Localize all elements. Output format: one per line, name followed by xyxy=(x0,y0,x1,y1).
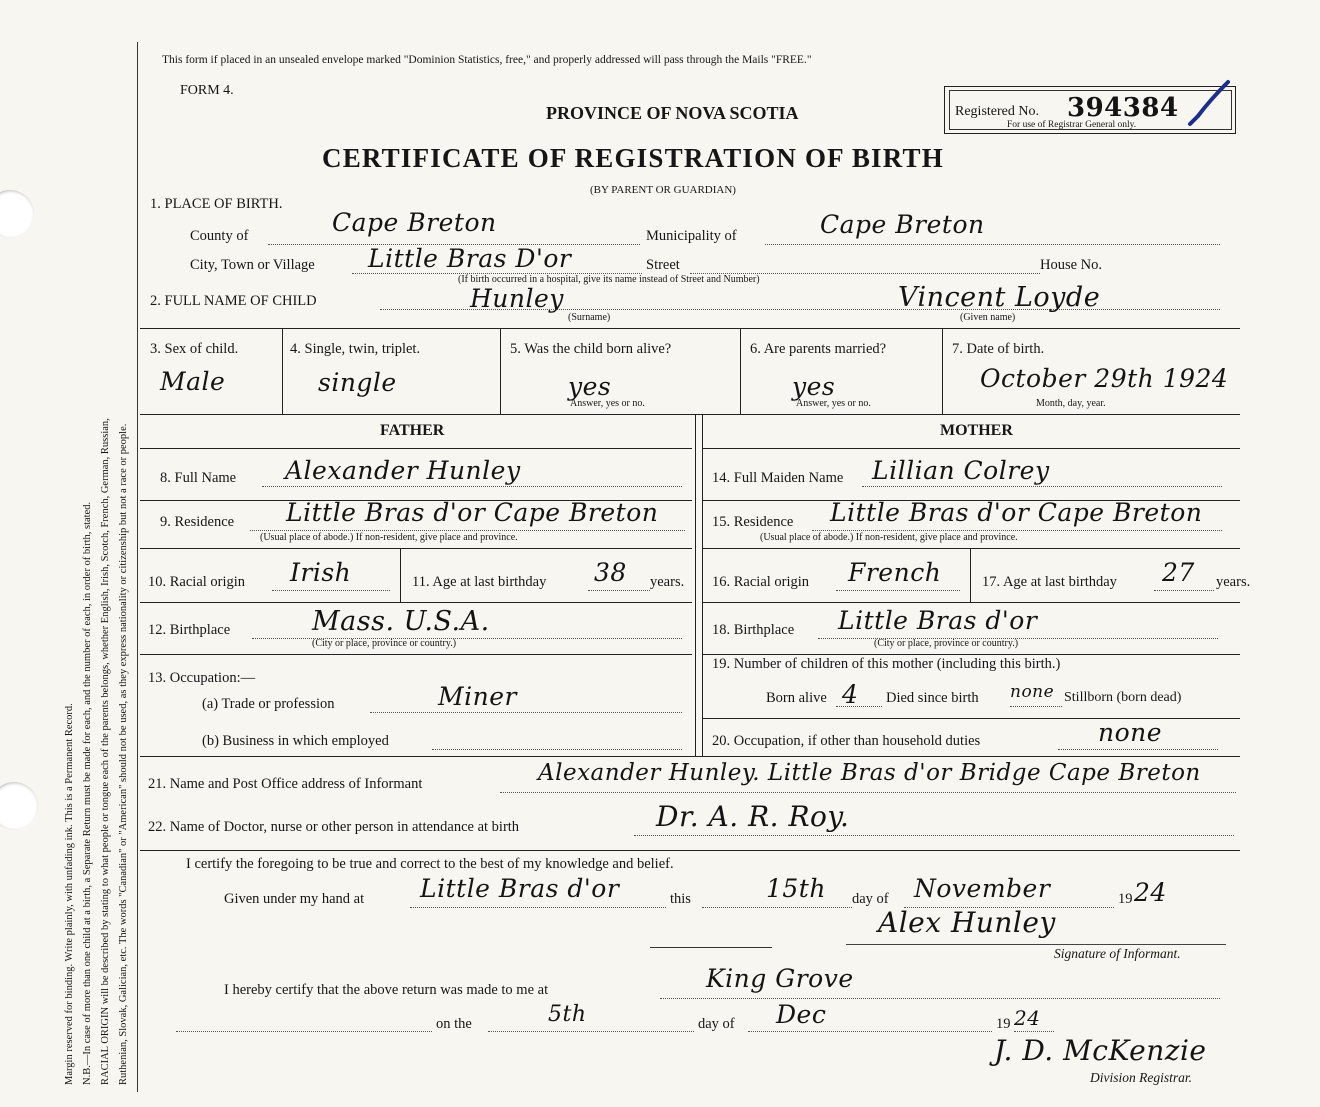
municipality-value: Cape Breton xyxy=(820,210,985,239)
given-place-value: Little Bras d'or xyxy=(420,874,620,903)
house-no-label: House No. xyxy=(1040,257,1103,273)
form-number: FORM 4. xyxy=(180,83,234,98)
father-birthplace-caption: (City or place, province or country.) xyxy=(312,638,457,649)
child-given-name-value: Vincent Loyde xyxy=(898,282,1101,313)
hospital-note: (If birth occurred in a hospital, give its name instead of Street and Number) xyxy=(458,274,760,285)
surname-caption: (Surname) xyxy=(568,312,611,323)
born-alive-count-label: Born alive xyxy=(766,690,827,706)
check-mark-icon xyxy=(1180,76,1240,136)
county-value: Cape Breton xyxy=(332,208,497,237)
doctor-value: Dr. A. R. Roy. xyxy=(656,800,850,833)
mother-age-value: 27 xyxy=(1162,558,1195,587)
municipality-label: Municipality of xyxy=(646,228,737,244)
province-heading: PROVINCE OF NOVA SCOTIA xyxy=(546,103,799,123)
child-surname-value: Hunley xyxy=(470,284,564,313)
father-heading: FATHER xyxy=(380,422,445,439)
given-year-prefix: 19 xyxy=(1118,891,1133,907)
margin-note-binding: Margin reserved for binding. Write plainly, with unfading ink. This is a Permanent Record. xyxy=(64,703,75,1085)
father-birthplace-label: 12. Birthplace xyxy=(148,622,231,638)
mother-name-value: Lillian Colrey xyxy=(872,456,1050,485)
given-name-caption: (Given name) xyxy=(960,312,1016,323)
county-label: County of xyxy=(190,228,249,244)
trade-label: (a) Trade or profession xyxy=(202,696,335,712)
father-residence-value: Little Bras d'or Cape Breton xyxy=(286,498,659,527)
registration-year-prefix: 19 xyxy=(996,1016,1011,1032)
registered-label: Registered No. xyxy=(955,104,1039,119)
father-age-label: 11. Age at last birthday xyxy=(412,574,547,590)
died-since-birth-label: Died since birth xyxy=(886,690,979,706)
plurality-label: 4. Single, twin, triplet. xyxy=(290,341,421,357)
given-month-value: November xyxy=(914,874,1051,903)
day-of-label: day of xyxy=(852,891,889,907)
registrar-signature-caption: Division Registrar. xyxy=(1090,1070,1193,1085)
married-label: 6. Are parents married? xyxy=(750,341,887,357)
registration-month-value: Dec xyxy=(776,1000,827,1029)
father-residence-label: 9. Residence xyxy=(160,514,235,530)
father-birthplace-value: Mass. U.S.A. xyxy=(312,606,490,637)
mother-name-label: 14. Full Maiden Name xyxy=(712,470,844,486)
informant-signature-caption: Signature of Informant. xyxy=(1054,946,1181,961)
given-day-value: 15th xyxy=(766,874,826,903)
married-value: yes xyxy=(792,372,836,401)
mother-heading: MOTHER xyxy=(940,422,1013,439)
mother-birthplace-caption: (City or place, province or country.) xyxy=(874,638,1019,649)
certificate-title: CERTIFICATE OF REGISTRATION OF BIRTH xyxy=(322,143,944,173)
on-the-label: on the xyxy=(436,1016,472,1032)
city-value: Little Bras D'or xyxy=(368,244,572,273)
mother-residence-caption: (Usual place of abode.) If non-resident, give place and province. xyxy=(760,532,1018,543)
business-label: (b) Business in which employed xyxy=(202,733,389,749)
binding-rule xyxy=(137,42,138,1092)
registration-day-of-label: day of xyxy=(698,1016,735,1032)
margin-note-racial-origin-cont: Ruthenian, Slovak, Galician, etc. The words "Canadian" or "American" should not be used, as they express nationality or citizenship but not a race or people. xyxy=(118,423,129,1085)
registrar-statement: I hereby certify that the above return was made to me at xyxy=(224,982,549,998)
child-name-label: 2. FULL NAME OF CHILD xyxy=(150,293,317,309)
certification-statement: I certify the foregoing to be true and correct to the best of my knowledge and belief. xyxy=(186,856,674,872)
mother-residence-value: Little Bras d'or Cape Breton xyxy=(830,498,1203,527)
registered-number: 394384 xyxy=(1067,93,1179,123)
registration-day-value: 5th xyxy=(548,1002,587,1027)
informant-signature: Alex Hunley xyxy=(878,906,1056,939)
mother-birthplace-value: Little Bras d'or xyxy=(838,606,1038,635)
born-alive-caption: Answer, yes or no. xyxy=(570,398,645,409)
father-name-label: 8. Full Name xyxy=(160,470,237,486)
mother-age-unit: years. xyxy=(1216,574,1251,590)
mother-residence-label: 15. Residence xyxy=(712,514,794,530)
place-of-birth-label: 1. PLACE OF BIRTH. xyxy=(150,196,283,212)
mother-racial-origin-value: French xyxy=(848,558,942,587)
father-name-value: Alexander Hunley xyxy=(285,456,521,485)
margin-note-racial-origin: RACIAL ORIGIN will be described by stating to what people or tongue each of the parents belongs, whether English, Irish, Scotch, French, German, Russian, xyxy=(100,418,111,1085)
mail-note: This form if placed in an unsealed envelope marked "Dominion Statistics, free," and properly addressed will pass through the Mails "FREE." xyxy=(162,54,812,66)
father-residence-caption: (Usual place of abode.) If non-resident, give place and province. xyxy=(260,532,518,543)
certificate-subtitle: (BY PARENT OR GUARDIAN) xyxy=(590,184,736,196)
punch-hole xyxy=(0,190,34,238)
date-of-birth-caption: Month, day, year. xyxy=(1036,398,1106,409)
trade-value: Miner xyxy=(438,682,517,711)
informant-value: Alexander Hunley. Little Bras d'or Bridge Cape Breton xyxy=(538,760,1201,786)
margin-note-multiple-births: N.B.—In case of more than one child at a birth, a Separate Return must be made for each, and the number of each, in order of birth, stated. xyxy=(82,501,93,1085)
born-alive-label: 5. Was the child born alive? xyxy=(510,341,672,357)
registrar-place-value: King Grove xyxy=(706,964,854,993)
children-count-label: 19. Number of children of this mother (including this birth.) xyxy=(712,656,1061,672)
given-year-value: 24 xyxy=(1134,878,1167,907)
registration-year-value: 24 xyxy=(1014,1006,1041,1030)
date-of-birth-value: October 29th 1924 xyxy=(980,364,1229,393)
registrar-signature: J. D. McKenzie xyxy=(994,1034,1207,1067)
father-racial-origin-label: 10. Racial origin xyxy=(148,574,246,590)
born-alive-value: yes xyxy=(568,372,612,401)
date-of-birth-label: 7. Date of birth. xyxy=(952,341,1045,357)
mother-age-label: 17. Age at last birthday xyxy=(982,574,1117,590)
married-caption: Answer, yes or no. xyxy=(796,398,871,409)
doctor-label: 22. Name of Doctor, nurse or other person in attendance at birth xyxy=(148,819,520,835)
plurality-value: single xyxy=(318,368,397,397)
mother-occupation-value: none xyxy=(1098,718,1163,747)
stillborn-label: Stillborn (born dead) xyxy=(1064,690,1182,705)
this-label: this xyxy=(670,891,691,907)
mother-racial-origin-label: 16. Racial origin xyxy=(712,574,810,590)
given-under-label: Given under my hand at xyxy=(224,891,365,907)
born-alive-count-value: 4 xyxy=(842,680,859,709)
informant-label: 21. Name and Post Office address of Informant xyxy=(148,776,423,792)
sex-value: Male xyxy=(160,367,226,396)
punch-hole xyxy=(0,782,38,830)
registrar-general-note: For use of Registrar General only. xyxy=(1007,120,1137,130)
father-age-unit: years. xyxy=(650,574,685,590)
father-racial-origin-value: Irish xyxy=(290,558,352,587)
city-label: City, Town or Village xyxy=(190,257,315,273)
sex-label: 3. Sex of child. xyxy=(150,341,239,357)
mother-occupation-label: 20. Occupation, if other than household duties xyxy=(712,733,981,749)
father-age-value: 38 xyxy=(594,558,627,587)
occupation-label: 13. Occupation:— xyxy=(148,670,256,686)
mother-birthplace-label: 18. Birthplace xyxy=(712,622,795,638)
street-label: Street xyxy=(646,257,680,273)
died-since-birth-value: none xyxy=(1010,682,1055,702)
